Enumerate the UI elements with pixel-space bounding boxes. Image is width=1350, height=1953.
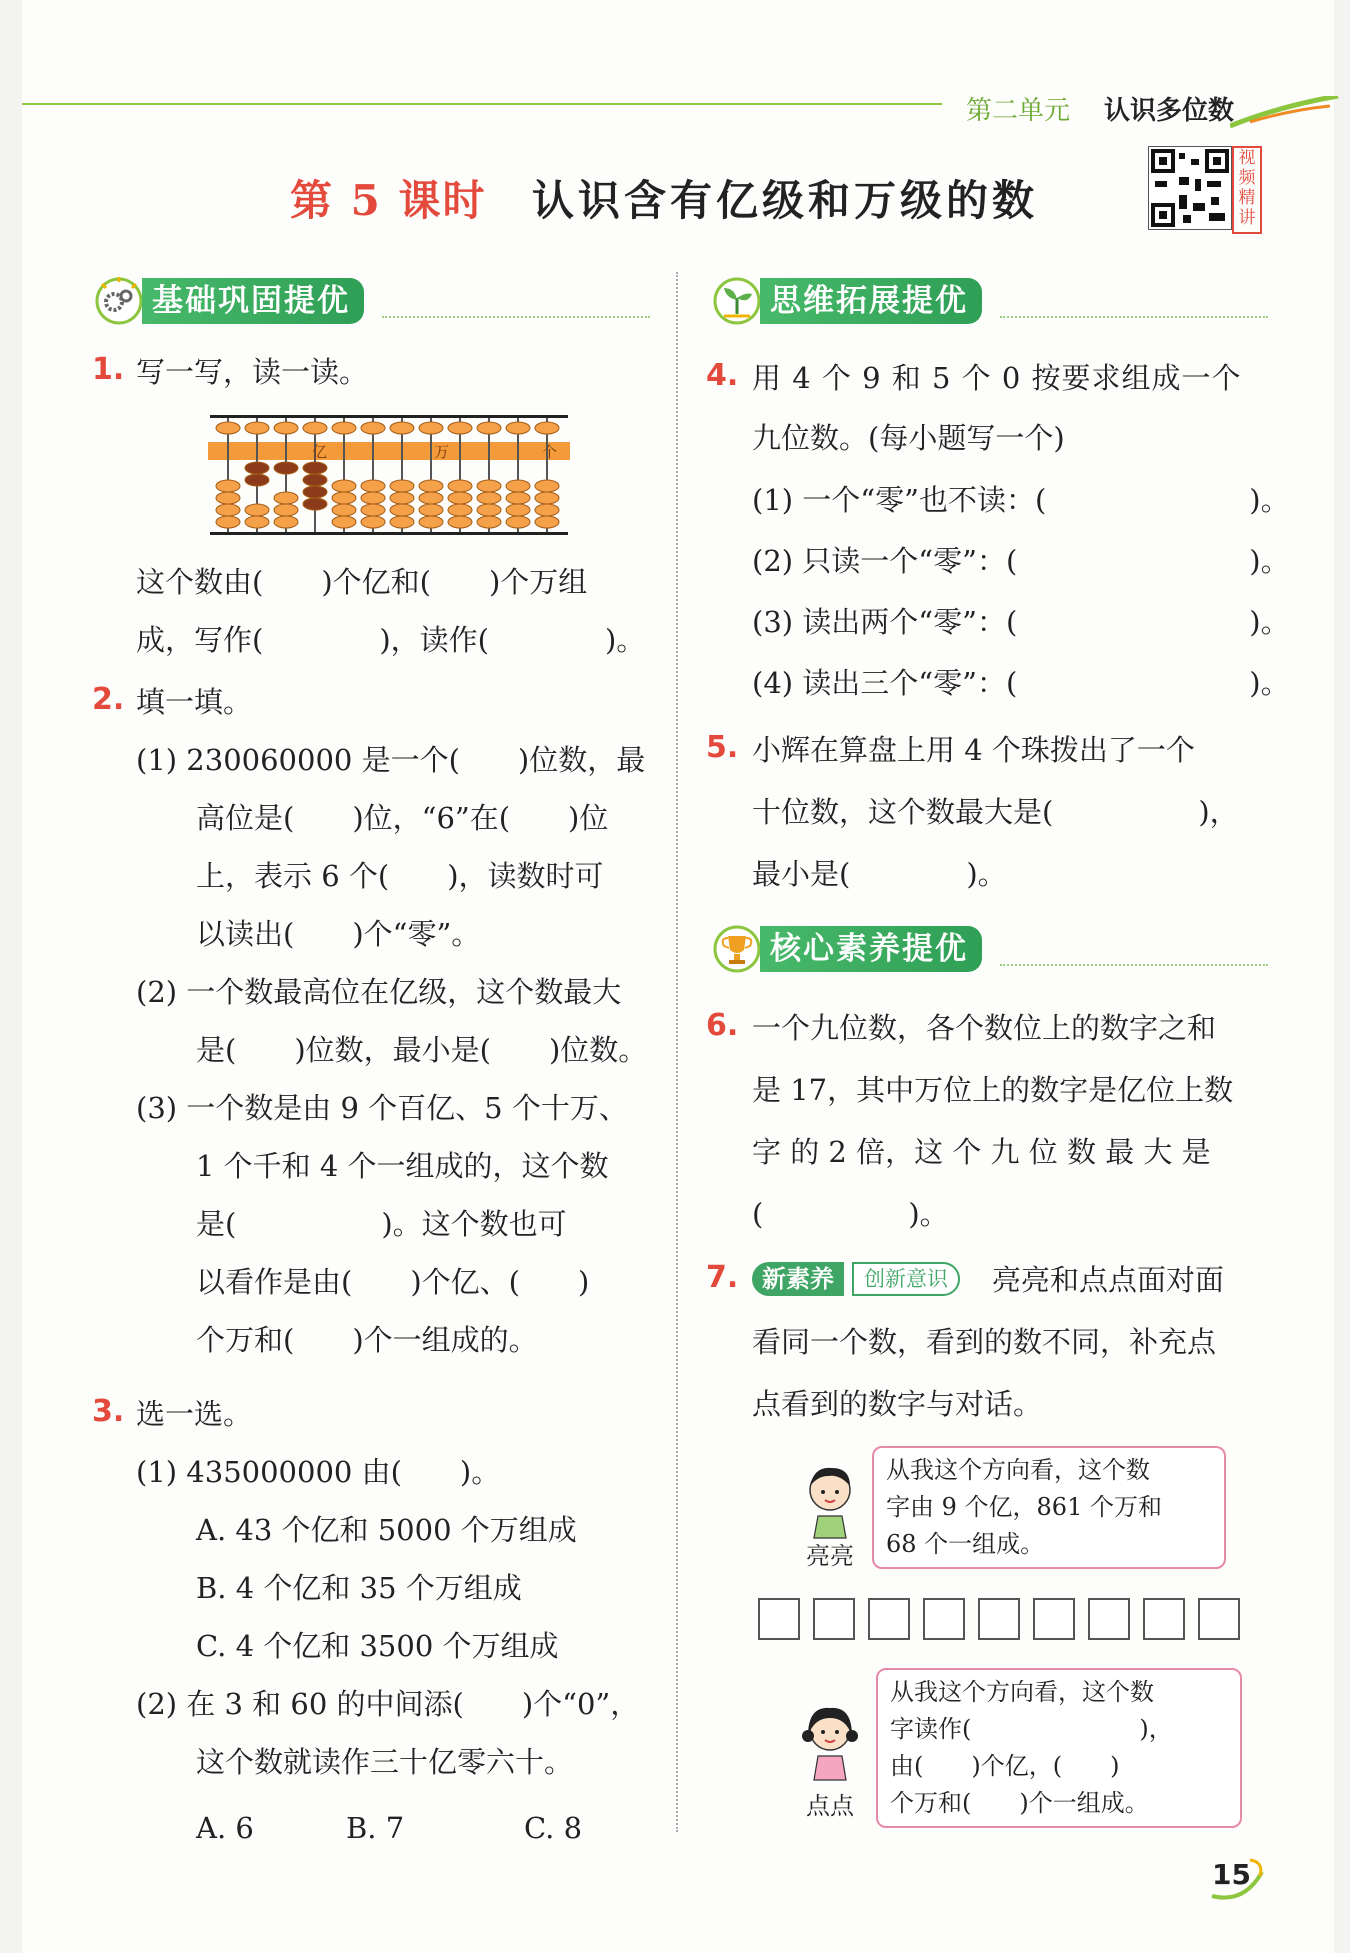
abacus-lower-bead xyxy=(477,504,501,516)
q4-sub3: (3) 读出两个“零”：( )。 xyxy=(752,605,1290,639)
section-thinking-rule xyxy=(1000,316,1268,318)
lesson-label: 第 5 课时 xyxy=(290,176,487,225)
liangliang-bubble-line3: 68 个一组成。 xyxy=(886,1530,1045,1558)
q4-sub2: (2) 只读一个“零”：( )。 xyxy=(752,544,1290,578)
abacus-lower-bead xyxy=(390,492,414,504)
abacus-lower-bead xyxy=(448,504,472,516)
innovation-badge: 创新意识 xyxy=(852,1262,960,1296)
abacus-lower-bead xyxy=(535,504,559,516)
abacus-lower-bead xyxy=(361,504,385,516)
section-core xyxy=(710,926,1270,974)
diandian-name: 点点 xyxy=(806,1792,854,1820)
abacus-lower-bead xyxy=(216,492,240,504)
q6-line2: 是 17，其中万位上的数字是亿位上数 xyxy=(752,1073,1234,1107)
abacus-lower-bead xyxy=(448,480,472,492)
abacus-upper-bead xyxy=(332,422,356,434)
abacus-active-bead xyxy=(303,498,327,510)
abacus-active-bead xyxy=(303,474,327,486)
q2-p3-line3: 是( )。这个数也可 xyxy=(196,1207,567,1241)
liangliang-bubble-line2: 字由 9 个亿，861 个万和 xyxy=(886,1493,1162,1521)
abacus-upper-bead xyxy=(361,422,385,434)
section-basic xyxy=(92,278,652,326)
abacus-lower-bead xyxy=(535,516,559,528)
swoosh-decoration xyxy=(1230,96,1340,132)
abacus-lower-bead xyxy=(419,516,443,528)
abacus-lower-bead xyxy=(274,516,298,528)
section-thinking xyxy=(710,278,1270,326)
abacus-lower-bead xyxy=(245,516,269,528)
q4-sub4: (4) 读出三个“零”：( )。 xyxy=(752,666,1290,700)
column-divider xyxy=(676,272,678,1832)
q5-line2: 十位数，这个数最大是( )， xyxy=(752,795,1239,829)
diandian-bubble-line4: 个万和( )个一组成。 xyxy=(890,1789,1149,1817)
digit-answer-box[interactable] xyxy=(978,1598,1020,1640)
digit-answer-box[interactable] xyxy=(813,1598,855,1640)
abacus-active-bead xyxy=(303,486,327,498)
liangliang-bubble-line1: 从我这个方向看，这个数 xyxy=(886,1456,1150,1484)
abacus-lower-bead xyxy=(448,516,472,528)
unit-title: 认识多位数 xyxy=(1104,96,1235,126)
q2-title: 填一填。 xyxy=(136,685,253,719)
q1-line1: 这个数由( )个亿和( )个万组 xyxy=(136,565,588,599)
q2-p2-line2: 是( )位数，最小是( )位数。 xyxy=(196,1033,648,1067)
q4-number: 4. xyxy=(706,358,739,393)
abacus-active-bead xyxy=(274,462,298,474)
q2-p3-line2: 1 个千和 4 个一组成的，这个数 xyxy=(196,1149,609,1183)
q5-number: 5. xyxy=(706,730,739,765)
abacus-lower-bead xyxy=(216,516,240,528)
abacus-lower-bead xyxy=(448,492,472,504)
q2-p1-line3: 上，表示 6 个( )，读数时可 xyxy=(196,859,604,893)
page-swirl-decoration xyxy=(1204,1852,1270,1904)
gear-icon xyxy=(92,274,146,328)
q1-number: 1. xyxy=(92,352,125,387)
abacus-lower-bead xyxy=(390,516,414,528)
abacus-lower-bead xyxy=(477,492,501,504)
video-lesson-tag: 视频精讲 xyxy=(1232,146,1262,234)
abacus-lower-bead xyxy=(419,504,443,516)
q2-p3-line4: 以看作是由( )个亿、( ) xyxy=(196,1265,590,1299)
abacus-active-bead xyxy=(245,474,269,486)
abacus-upper-bead xyxy=(216,422,240,434)
q3-option-a: A. 43 个亿和 5000 个万组成 xyxy=(196,1513,577,1547)
girl-avatar-icon xyxy=(800,1702,860,1782)
q2-number: 2. xyxy=(92,682,125,717)
abacus-label-yi: 亿 xyxy=(312,443,328,461)
diandian-bubble-line3: 由( )个亿，( ) xyxy=(890,1752,1120,1780)
digit-answer-box[interactable] xyxy=(1143,1598,1185,1640)
abacus-lower-bead xyxy=(361,480,385,492)
diandian-bubble-line1: 从我这个方向看，这个数 xyxy=(890,1678,1154,1706)
abacus-lower-bead xyxy=(332,516,356,528)
abacus-lower-bead xyxy=(419,480,443,492)
digit-answer-box[interactable] xyxy=(868,1598,910,1640)
q2-p1-line1: (1) 230060000 是一个( )位数，最 xyxy=(136,743,646,777)
unit-label: 第二单元 xyxy=(966,96,1071,126)
liangliang-name: 亮亮 xyxy=(806,1542,854,1570)
new-literacy-badge: 新素养 xyxy=(752,1262,844,1296)
abacus-lower-bead xyxy=(332,504,356,516)
q2-p1-line2: 高位是( )位，“6”在( )位 xyxy=(196,801,609,835)
abacus-label-wan: 万 xyxy=(434,443,450,461)
q3-choice-b: B. 7 xyxy=(346,1811,405,1845)
q4-sub1: (1) 一个“零”也不读：( )。 xyxy=(752,483,1290,517)
abacus-upper-bead xyxy=(448,422,472,434)
abacus-lower-bead xyxy=(216,504,240,516)
q6-line4: ( )。 xyxy=(752,1197,949,1231)
sprout-icon xyxy=(710,274,764,328)
q3-p2-line2: 这个数就读作三十亿零六十。 xyxy=(196,1745,574,1779)
abacus-lower-bead xyxy=(535,492,559,504)
q2-p2-line1: (2) 一个数最高位在亿级，这个数最大 xyxy=(136,975,622,1009)
abacus-lower-bead xyxy=(332,492,356,504)
abacus-upper-bead xyxy=(303,422,327,434)
abacus-lower-bead xyxy=(477,480,501,492)
digit-answer-box[interactable] xyxy=(923,1598,965,1640)
abacus-lower-bead xyxy=(506,504,530,516)
q7-line3: 点看到的数字与对话。 xyxy=(752,1387,1043,1421)
diandian-speech-bubble xyxy=(876,1668,1242,1828)
abacus-label-ge: 个 xyxy=(542,443,558,461)
q5-line1: 小辉在算盘上用 4 个珠拨出了一个 xyxy=(752,733,1195,767)
q4-line1: 用 4 个 9 和 5 个 0 按要求组成一个 xyxy=(752,361,1242,395)
digit-answer-box[interactable] xyxy=(1198,1598,1240,1640)
abacus-lower-bead xyxy=(361,492,385,504)
section-thinking-title: 思维拓展提优 xyxy=(760,278,982,324)
q3-choice-a: A. 6 xyxy=(196,1811,254,1845)
abacus-upper-bead xyxy=(477,422,501,434)
q1-line2: 成，写作( )，读作( )。 xyxy=(136,623,646,657)
abacus-active-bead xyxy=(303,462,327,474)
q2-p1-line4: 以读出( )个“零”。 xyxy=(196,917,481,951)
abacus-lower-bead xyxy=(390,480,414,492)
boy-avatar-icon xyxy=(800,1462,860,1540)
abacus-upper-bead xyxy=(274,422,298,434)
abacus-upper-bead xyxy=(419,422,443,434)
abacus-lower-bead xyxy=(274,492,298,504)
liangliang-speech-bubble xyxy=(872,1446,1226,1569)
digit-answer-box[interactable] xyxy=(758,1598,800,1640)
abacus-lower-bead xyxy=(332,480,356,492)
q1-title: 写一写，读一读。 xyxy=(136,355,369,389)
abacus-upper-bead xyxy=(390,422,414,434)
abacus-upper-bead xyxy=(535,422,559,434)
section-basic-title: 基础巩固提优 xyxy=(142,278,364,324)
abacus-lower-bead xyxy=(245,504,269,516)
q2-p3-line5: 个万和( )个一组成的。 xyxy=(196,1323,538,1357)
q3-title: 选一选。 xyxy=(136,1397,253,1431)
q6-number: 6. xyxy=(706,1008,739,1043)
qr-code-icon[interactable] xyxy=(1148,146,1232,230)
abacus-diagram xyxy=(208,412,570,538)
digit-answer-box[interactable] xyxy=(1033,1598,1075,1640)
abacus-lower-bead xyxy=(506,480,530,492)
abacus-lower-bead xyxy=(477,516,501,528)
digit-box-row xyxy=(758,1598,1248,1642)
q3-number: 3. xyxy=(92,1394,125,1429)
q3-choice-c: C. 8 xyxy=(524,1811,583,1845)
abacus-lower-bead xyxy=(506,516,530,528)
header-rule xyxy=(22,103,942,105)
section-core-rule xyxy=(1000,964,1268,966)
lesson-title: 认识含有亿级和万级的数 xyxy=(532,176,1039,225)
abacus-lower-bead xyxy=(390,504,414,516)
q6-line1: 一个九位数，各个数位上的数字之和 xyxy=(752,1011,1217,1045)
section-core-title: 核心素养提优 xyxy=(760,926,982,972)
q7-number: 7. xyxy=(706,1260,739,1295)
abacus-lower-bead xyxy=(216,480,240,492)
q3-p1: (1) 435000000 由( )。 xyxy=(136,1455,501,1489)
abacus-lower-bead xyxy=(274,504,298,516)
abacus-upper-bead xyxy=(506,422,530,434)
q4-line2: 九位数。(每小题写一个) xyxy=(752,421,1065,455)
q3-option-b: B. 4 个亿和 35 个万组成 xyxy=(196,1571,522,1605)
abacus-lower-bead xyxy=(419,492,443,504)
diandian-bubble-line2: 字读作( )， xyxy=(890,1715,1173,1743)
q6-line3: 字 的 2 倍，这 个 九 位 数 最 大 是 xyxy=(752,1135,1211,1169)
q3-p2-line1: (2) 在 3 和 60 的中间添( )个“0”， xyxy=(136,1687,640,1721)
q3-option-c: C. 4 个亿和 3500 个万组成 xyxy=(196,1629,559,1663)
abacus-lower-bead xyxy=(506,492,530,504)
q5-line3: 最小是( )。 xyxy=(752,857,1007,891)
q7-line1: 亮亮和点点面对面 xyxy=(992,1263,1225,1297)
abacus-upper-bead xyxy=(245,422,269,434)
trophy-icon xyxy=(710,922,764,976)
page-number: 15 xyxy=(1212,1858,1251,1891)
abacus-lower-bead xyxy=(361,516,385,528)
q7-line2: 看同一个数，看到的数不同，补充点 xyxy=(752,1325,1217,1359)
digit-answer-box[interactable] xyxy=(1088,1598,1130,1640)
abacus-active-bead xyxy=(245,462,269,474)
q2-p3-line1: (3) 一个数是由 9 个百亿、5 个十万、 xyxy=(136,1091,628,1125)
abacus-lower-bead xyxy=(535,480,559,492)
section-basic-rule xyxy=(382,316,650,318)
